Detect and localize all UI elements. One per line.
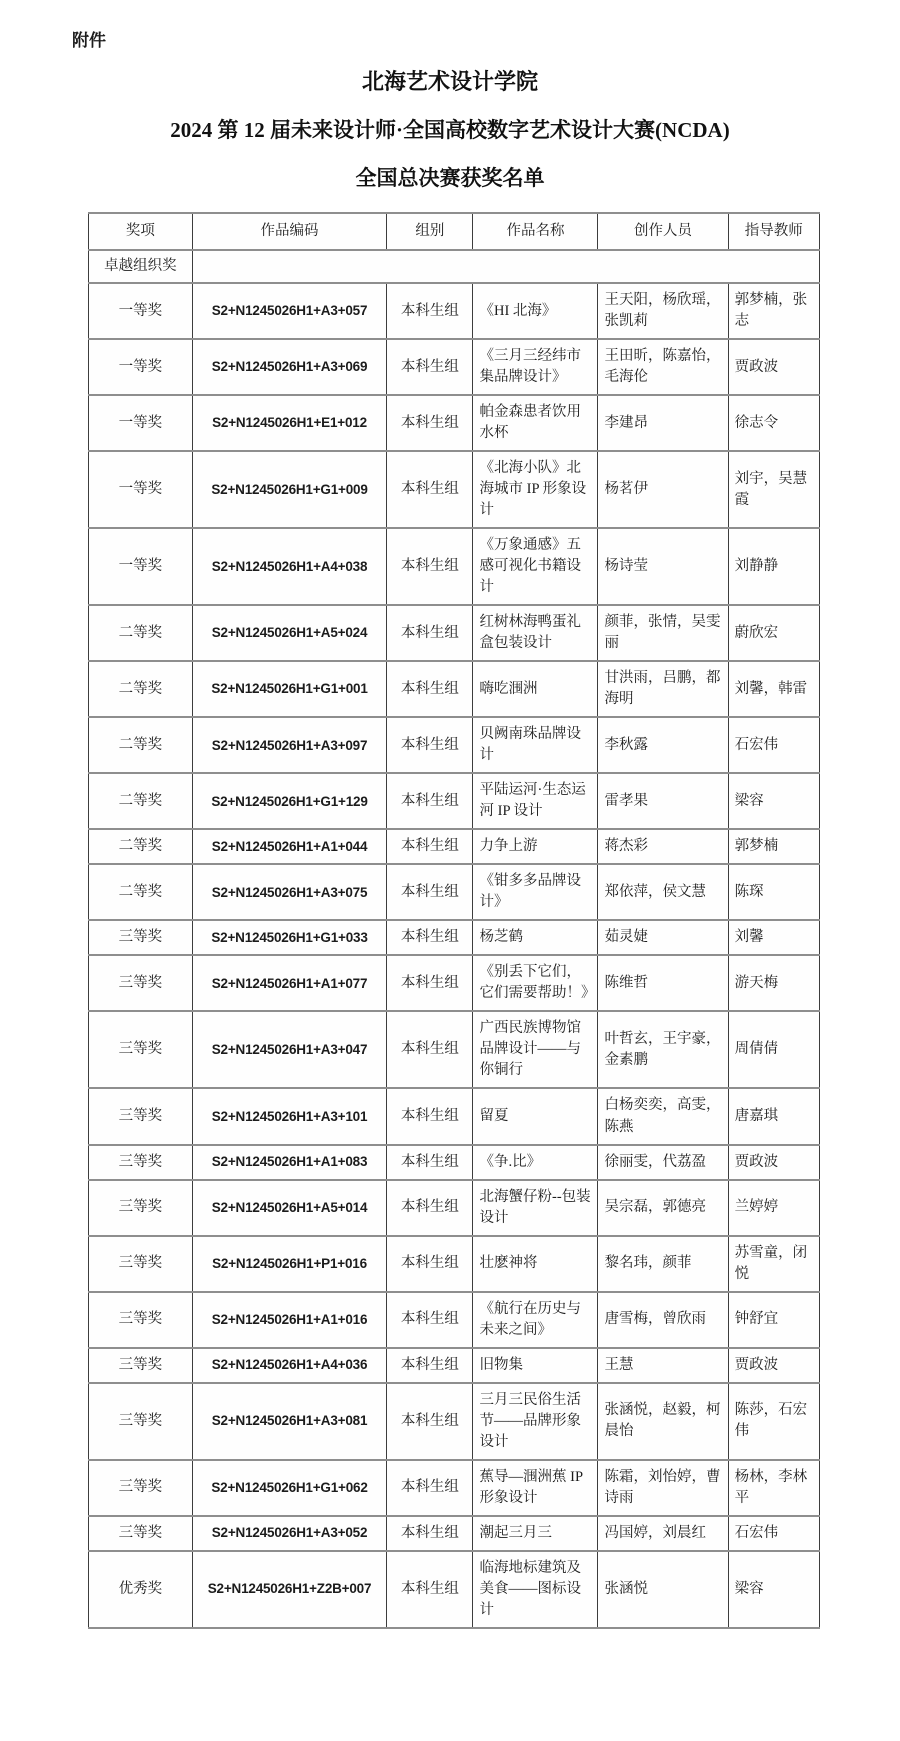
cell-award: 一等奖	[89, 451, 193, 528]
table-row	[89, 773, 820, 829]
cell-advisors: 杨林，李林平	[728, 1460, 819, 1516]
cell-creators: 吴宗磊，郭德亮	[598, 1180, 728, 1236]
cell-group: 本科生组	[387, 339, 473, 395]
cell-creators: 颜菲，张情，吴雯丽	[598, 605, 728, 661]
cell-code: S2+N1245026H1+A3+057	[192, 283, 386, 339]
special-award-row	[89, 250, 820, 283]
cell-award: 一等奖	[89, 528, 193, 605]
cell-creators: 蒋杰彩	[598, 829, 728, 864]
cell-group: 本科生组	[387, 1460, 473, 1516]
cell-group: 本科生组	[387, 1088, 473, 1144]
cell-award: 三等奖	[89, 1145, 193, 1180]
cell-group: 本科生组	[387, 395, 473, 451]
cell-work-title: 《北海小队》北海城市 IP 形象设计	[473, 451, 598, 528]
cell-work-title: 北海蟹仔粉--包装设计	[473, 1180, 598, 1236]
cell-work-title: 《HI 北海》	[473, 283, 598, 339]
cell-award: 三等奖	[89, 955, 193, 1011]
cell-advisors: 周倩倩	[728, 1011, 819, 1088]
cell-code: S2+N1245026H1+G1+001	[192, 661, 386, 717]
cell-advisors: 贾政波	[728, 339, 819, 395]
cell-group: 本科生组	[387, 829, 473, 864]
awards-table-header	[89, 213, 820, 250]
cell-creators: 张涵悦，赵毅，柯晨怡	[598, 1383, 728, 1460]
cell-creators: 陈霜，刘怡婷，曹诗雨	[598, 1460, 728, 1516]
special-row-empty-cell	[192, 250, 819, 283]
cell-work-title: 《钳多多品牌设计》	[473, 864, 598, 920]
cell-creators: 王天阳，杨欣瑶，张凯莉	[598, 283, 728, 339]
cell-advisors: 陈莎，石宏伟	[728, 1383, 819, 1460]
cell-award: 三等奖	[89, 1383, 193, 1460]
header-advisors: 指导教师	[728, 213, 819, 250]
cell-code: S2+N1245026H1+G1+033	[192, 920, 386, 955]
cell-code: S2+N1245026H1+P1+016	[192, 1236, 386, 1292]
table-row	[89, 605, 820, 661]
cell-creators: 杨茗伊	[598, 451, 728, 528]
cell-work-title: 红树林海鸭蛋礼盒包装设计	[473, 605, 598, 661]
cell-code: S2+N1245026H1+A1+016	[192, 1292, 386, 1348]
cell-work-title: 留夏	[473, 1088, 598, 1144]
cell-code: S2+N1245026H1+A3+081	[192, 1383, 386, 1460]
cell-group: 本科生组	[387, 1236, 473, 1292]
cell-advisors: 苏雪童，闭悦	[728, 1236, 819, 1292]
cell-advisors: 梁容	[728, 1551, 819, 1628]
cell-work-title: 旧物集	[473, 1348, 598, 1383]
cell-code: S2+N1245026H1+A5+014	[192, 1180, 386, 1236]
cell-work-title: 力争上游	[473, 829, 598, 864]
cell-award: 一等奖	[89, 339, 193, 395]
cell-group: 本科生组	[387, 1551, 473, 1628]
table-row	[89, 1460, 820, 1516]
header-row	[89, 213, 820, 250]
cell-code: S2+N1245026H1+E1+012	[192, 395, 386, 451]
cell-work-title: 广西民族博物馆品牌设计——与你铜行	[473, 1011, 598, 1088]
cell-group: 本科生组	[387, 451, 473, 528]
cell-group: 本科生组	[387, 1180, 473, 1236]
cell-award: 优秀奖	[89, 1551, 193, 1628]
table-row	[89, 955, 820, 1011]
cell-group: 本科生组	[387, 1383, 473, 1460]
cell-group: 本科生组	[387, 920, 473, 955]
cell-group: 本科生组	[387, 283, 473, 339]
cell-group: 本科生组	[387, 1145, 473, 1180]
cell-advisors: 蔚欣宏	[728, 605, 819, 661]
cell-work-title: 临海地标建筑及美食——图标设计	[473, 1551, 598, 1628]
cell-code: S2+N1245026H1+A3+075	[192, 864, 386, 920]
cell-award: 二等奖	[89, 864, 193, 920]
cell-advisors: 刘宇，吴慧霞	[728, 451, 819, 528]
cell-creators: 茹灵婕	[598, 920, 728, 955]
cell-award: 三等奖	[89, 1348, 193, 1383]
header-work-title: 作品名称	[473, 213, 598, 250]
cell-advisors: 郭梦楠	[728, 829, 819, 864]
cell-code: S2+N1245026H1+A5+024	[192, 605, 386, 661]
cell-work-title: 蕉导—涠洲蕉 IP 形象设计	[473, 1460, 598, 1516]
cell-award: 一等奖	[89, 395, 193, 451]
cell-code: S2+N1245026H1+G1+062	[192, 1460, 386, 1516]
cell-award: 三等奖	[89, 1460, 193, 1516]
cell-advisors: 梁容	[728, 773, 819, 829]
attachment-label: 附件	[72, 31, 106, 50]
page-subtitle-list: 全国总决赛获奖名单	[355, 166, 545, 190]
cell-advisors: 郭梦楠，张志	[728, 283, 819, 339]
table-row	[89, 1383, 820, 1460]
page-subtitle-competition: 2024 第 12 届未来设计师·全国高校数字艺术设计大赛(NCDA)	[170, 118, 730, 142]
cell-work-title: 贝阙南珠品牌设计	[473, 717, 598, 773]
cell-group: 本科生组	[387, 955, 473, 1011]
cell-creators: 唐雪梅，曾欣雨	[598, 1292, 728, 1348]
table-row	[89, 661, 820, 717]
cell-group: 本科生组	[387, 1292, 473, 1348]
page-title: 北海艺术设计学院	[361, 69, 538, 94]
cell-advisors: 贾政波	[728, 1145, 819, 1180]
header-creators: 创作人员	[598, 213, 728, 250]
cell-creators: 郑依萍，侯文慧	[598, 864, 728, 920]
table-row	[89, 864, 820, 920]
cell-creators: 王慧	[598, 1348, 728, 1383]
cell-work-title: 《万象通感》五感可视化书籍设计	[473, 528, 598, 605]
cell-award: 三等奖	[89, 1088, 193, 1144]
cell-work-title: 杨芝鹤	[473, 920, 598, 955]
awards-table	[88, 212, 820, 1629]
cell-group: 本科生组	[387, 1011, 473, 1088]
cell-creators: 陈维哲	[598, 955, 728, 1011]
cell-award: 二等奖	[89, 605, 193, 661]
cell-code: S2+N1245026H1+A3+069	[192, 339, 386, 395]
table-row	[89, 1551, 820, 1628]
cell-advisors: 钟舒宜	[728, 1292, 819, 1348]
cell-work-title: 潮起三月三	[473, 1516, 598, 1551]
cell-creators: 李建昂	[598, 395, 728, 451]
table-row	[89, 1088, 820, 1144]
table-row	[89, 528, 820, 605]
cell-work-title: 《航行在历史与未来之间》	[473, 1292, 598, 1348]
cell-code: S2+N1245026H1+A4+038	[192, 528, 386, 605]
cell-code: S2+N1245026H1+A3+047	[192, 1011, 386, 1088]
table-row	[89, 283, 820, 339]
cell-work-title: 嗨吃涠洲	[473, 661, 598, 717]
cell-advisors: 刘馨，韩雷	[728, 661, 819, 717]
cell-work-title: 三月三民俗生活节——品牌形象设计	[473, 1383, 598, 1460]
cell-code: S2+N1245026H1+A1+077	[192, 955, 386, 1011]
cell-award: 三等奖	[89, 920, 193, 955]
cell-advisors: 唐嘉琪	[728, 1088, 819, 1144]
table-row	[89, 1180, 820, 1236]
cell-code: S2+N1245026H1+A3+097	[192, 717, 386, 773]
cell-advisors: 兰婷婷	[728, 1180, 819, 1236]
cell-creators: 甘洪雨，吕鹏，都海明	[598, 661, 728, 717]
cell-advisors: 石宏伟	[728, 1516, 819, 1551]
cell-work-title: 平陆运河·生态运河 IP 设计	[473, 773, 598, 829]
cell-creators: 徐丽雯，代荔盈	[598, 1145, 728, 1180]
table-row	[89, 451, 820, 528]
table-row	[89, 1348, 820, 1383]
cell-work-title: 《别丢下它们，它们需要帮助！》	[473, 955, 598, 1011]
cell-advisors: 刘静静	[728, 528, 819, 605]
table-row	[89, 395, 820, 451]
cell-advisors: 游天梅	[728, 955, 819, 1011]
awards-table-body	[89, 250, 820, 1628]
cell-award: 三等奖	[89, 1011, 193, 1088]
cell-code: S2+N1245026H1+A4+036	[192, 1348, 386, 1383]
cell-creators: 白杨奕奕，高雯，陈燕	[598, 1088, 728, 1144]
cell-group: 本科生组	[387, 864, 473, 920]
cell-award: 卓越组织奖	[89, 250, 193, 283]
cell-creators: 杨诗莹	[598, 528, 728, 605]
header-award: 奖项	[89, 213, 193, 250]
table-row	[89, 1516, 820, 1551]
cell-code: S2+N1245026H1+A1+083	[192, 1145, 386, 1180]
header-group: 组别	[387, 213, 473, 250]
cell-advisors: 刘馨	[728, 920, 819, 955]
cell-group: 本科生组	[387, 717, 473, 773]
cell-advisors: 徐志令	[728, 395, 819, 451]
cell-creators: 冯国婷，刘晨红	[598, 1516, 728, 1551]
cell-award: 二等奖	[89, 661, 193, 717]
table-row	[89, 829, 820, 864]
cell-advisors: 陈琛	[728, 864, 819, 920]
table-row	[89, 1145, 820, 1180]
table-row	[89, 717, 820, 773]
cell-code: S2+N1245026H1+A3+101	[192, 1088, 386, 1144]
table-row	[89, 1292, 820, 1348]
cell-group: 本科生组	[387, 661, 473, 717]
cell-group: 本科生组	[387, 1516, 473, 1551]
cell-award: 二等奖	[89, 829, 193, 864]
cell-group: 本科生组	[387, 605, 473, 661]
cell-code: S2+N1245026H1+Z2B+007	[192, 1551, 386, 1628]
cell-creators: 雷孝果	[598, 773, 728, 829]
table-row	[89, 339, 820, 395]
cell-code: S2+N1245026H1+A1+044	[192, 829, 386, 864]
cell-award: 三等奖	[89, 1516, 193, 1551]
cell-group: 本科生组	[387, 528, 473, 605]
cell-award: 三等奖	[89, 1236, 193, 1292]
cell-creators: 王田昕，陈嘉怡，毛海伦	[598, 339, 728, 395]
cell-award: 一等奖	[89, 283, 193, 339]
cell-creators: 叶哲玄，王宇豪，金素鹏	[598, 1011, 728, 1088]
header-code: 作品编码	[192, 213, 386, 250]
cell-award: 二等奖	[89, 773, 193, 829]
cell-advisors: 贾政波	[728, 1348, 819, 1383]
cell-award: 二等奖	[89, 717, 193, 773]
cell-work-title: 《三月三经纬市集品牌设计》	[473, 339, 598, 395]
cell-code: S2+N1245026H1+A3+052	[192, 1516, 386, 1551]
table-row	[89, 920, 820, 955]
cell-creators: 黎名玮，颜菲	[598, 1236, 728, 1292]
cell-work-title: 《争.比》	[473, 1145, 598, 1180]
cell-award: 三等奖	[89, 1292, 193, 1348]
table-row	[89, 1011, 820, 1088]
cell-work-title: 壮麽神将	[473, 1236, 598, 1292]
table-row	[89, 1236, 820, 1292]
cell-creators: 张涵悦	[598, 1551, 728, 1628]
cell-group: 本科生组	[387, 1348, 473, 1383]
cell-creators: 李秋露	[598, 717, 728, 773]
cell-code: S2+N1245026H1+G1+009	[192, 451, 386, 528]
cell-work-title: 帕金森患者饮用水杯	[473, 395, 598, 451]
cell-code: S2+N1245026H1+G1+129	[192, 773, 386, 829]
cell-advisors: 石宏伟	[728, 717, 819, 773]
cell-group: 本科生组	[387, 773, 473, 829]
cell-award: 三等奖	[89, 1180, 193, 1236]
